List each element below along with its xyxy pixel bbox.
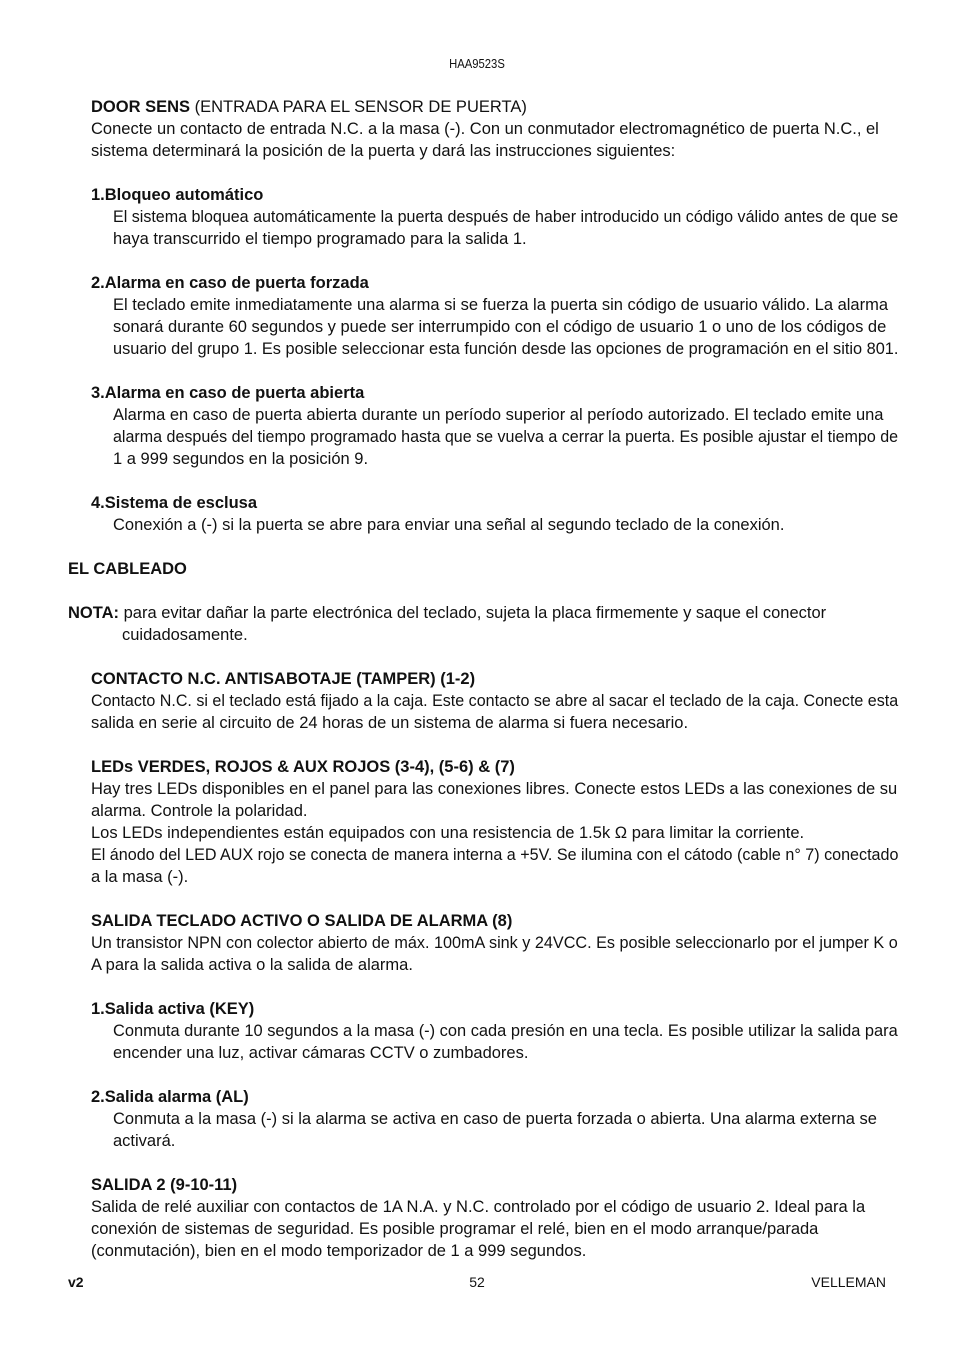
section-tamper — [91, 668, 898, 734]
list-line: usuario del grupo 1. Es posible seleccionar esta función desde las opciones de programación en el sitio 801. — [113, 340, 899, 358]
list-number: 1. — [91, 186, 105, 204]
body-line: alarma. Controle la polaridad. — [91, 802, 308, 820]
list-number: 3. — [91, 384, 105, 402]
body-line: salida en serie al circuito de 24 horas de un sistema de alarma si fuera necesario. — [91, 714, 689, 732]
header-doc-code: HAA9523S — [449, 57, 505, 71]
section-title: SALIDA TECLADO ACTIVO O SALIDA DE ALARMA (8) — [91, 912, 513, 930]
nota-block — [68, 602, 898, 646]
section-title: LEDs VERDES, ROJOS & AUX ROJOS (3-4), (5-6) & (7) — [91, 758, 515, 776]
list-line: sonará durante 60 segundos y puede ser interrumpido con el código de usuario 1 o uno de los códigos de — [113, 318, 887, 336]
list-title: Sistema de esclusa — [104, 494, 258, 512]
list-title: Salida activa (KEY) — [104, 1000, 255, 1018]
list-line: activará. — [113, 1132, 176, 1150]
list-line: Alarma en caso de puerta abierta durante un período superior al período autorizado. El teclado emite una — [113, 406, 884, 424]
door-sens-line: Conecte un contacto de entrada N.C. a la masa (-). Con un conmutador electromagnético de puerta N.C., el — [91, 120, 879, 138]
section-salida-2 — [91, 1174, 898, 1262]
body-line: conexión de sistemas de seguridad. Es posible programar el relé, bien en el modo arranque/parada — [91, 1220, 819, 1238]
door-item-2 — [91, 272, 898, 360]
section-leds — [91, 756, 898, 888]
body-line: Los LEDs independientes están equipados con una resistencia de 1.5k Ω para limitar la corriente. — [91, 824, 805, 842]
door-item-3 — [91, 382, 898, 470]
body-line: A para la salida activa o la salida de alarma. — [91, 956, 413, 974]
list-title: Alarma en caso de puerta forzada — [104, 274, 369, 292]
section-title: CONTACTO N.C. ANTISABOTAJE (TAMPER) (1-2) — [91, 670, 476, 688]
door-item-1 — [91, 184, 898, 250]
section-heading-cableado: EL CABLEADO — [68, 560, 187, 578]
body-line: a la masa (-). — [91, 868, 189, 886]
list-number: 2. — [91, 1088, 105, 1106]
list-line: El teclado emite inmediatamente una alarma si se fuerza la puerta sin código de usuario válido. La alarma — [113, 296, 889, 314]
list-line: El sistema bloquea automáticamente la puerta después de haber introducido un código válido antes de que se — [113, 208, 899, 226]
list-line: Conmuta a la masa (-) si la alarma se activa en caso de puerta forzada o abierta. Una alarma externa se — [113, 1110, 877, 1128]
list-title: Alarma en caso de puerta abierta — [104, 384, 365, 402]
page-content — [68, 96, 898, 1262]
body-line: (conmutación), bien en el modo temporizador de 1 a 999 segundos. — [91, 1242, 587, 1260]
salida-item-2 — [91, 1086, 898, 1152]
door-sens-title-rest: (ENTRADA PARA EL SENSOR DE PUERTA) — [190, 98, 527, 116]
list-line: alarma después del tiempo programado hasta que se vuelva a cerrar la puerta. Es posible ajustar el tiempo de — [113, 428, 899, 446]
list-line: Conmuta durante 10 segundos a la masa (-) con cada presión en una tecla. Es posible utilizar la salida para — [113, 1022, 898, 1040]
footer-brand: VELLEMAN — [811, 1274, 886, 1290]
body-line: El ánodo del LED AUX rojo se conecta de manera interna a +5V. Se ilumina con el cátodo (cable n° 7) conectado — [91, 846, 899, 864]
body-line: Contacto N.C. si el teclado está fijado a la caja. Este contacto se abre al sacar el teclado de la caja. Conecte esta — [91, 692, 899, 710]
footer-version: v2 — [68, 1274, 84, 1290]
list-line: haya transcurrido el tiempo programado para la salida 1. — [113, 230, 527, 248]
body-line: Hay tres LEDs disponibles en el panel para las conexiones libres. Conecte estos LEDs a las conexiones de su — [91, 780, 898, 798]
list-title: Bloqueo automático — [104, 186, 264, 204]
body-line: Salida de relé auxiliar con contactos de 1A N.A. y N.C. controlado por el código de usuario 2. Ideal para la — [91, 1198, 866, 1216]
section-salida-teclado — [91, 910, 898, 976]
nota-text: para evitar dañar la parte electrónica del teclado, sujeta la placa firmemente y saque el conector — [119, 604, 827, 622]
list-number: 2. — [91, 274, 105, 292]
list-line: encender una luz, activar cámaras CCTV o zumbadores. — [113, 1044, 529, 1062]
body-line: Un transistor NPN con colector abierto de máx. 100mA sink y 24VCC. Es posible seleccionarlo por el jumper K o — [91, 934, 898, 952]
door-sens-heading — [91, 96, 898, 118]
list-number: 4. — [91, 494, 105, 512]
door-sens-line: sistema determinará la posición de la puerta y dará las instrucciones siguientes: — [91, 142, 676, 160]
list-title: Salida alarma (AL) — [104, 1088, 249, 1106]
door-item-4 — [91, 492, 898, 536]
footer-page-number: 52 — [469, 1274, 485, 1290]
list-line: Conexión a (-) si la puerta se abre para enviar una señal al segundo teclado de la conexión. — [113, 516, 785, 534]
nota-label: NOTA: — [68, 604, 120, 622]
section-title: SALIDA 2 (9-10-11) — [91, 1176, 238, 1194]
door-sens-title-bold: DOOR SENS — [91, 98, 191, 116]
list-number: 1. — [91, 1000, 105, 1018]
salida-item-1 — [91, 998, 898, 1064]
list-line: 1 a 999 segundos en la posición 9. — [113, 450, 369, 468]
section-door-sens — [91, 96, 898, 162]
nota-text: cuidadosamente. — [122, 626, 248, 644]
